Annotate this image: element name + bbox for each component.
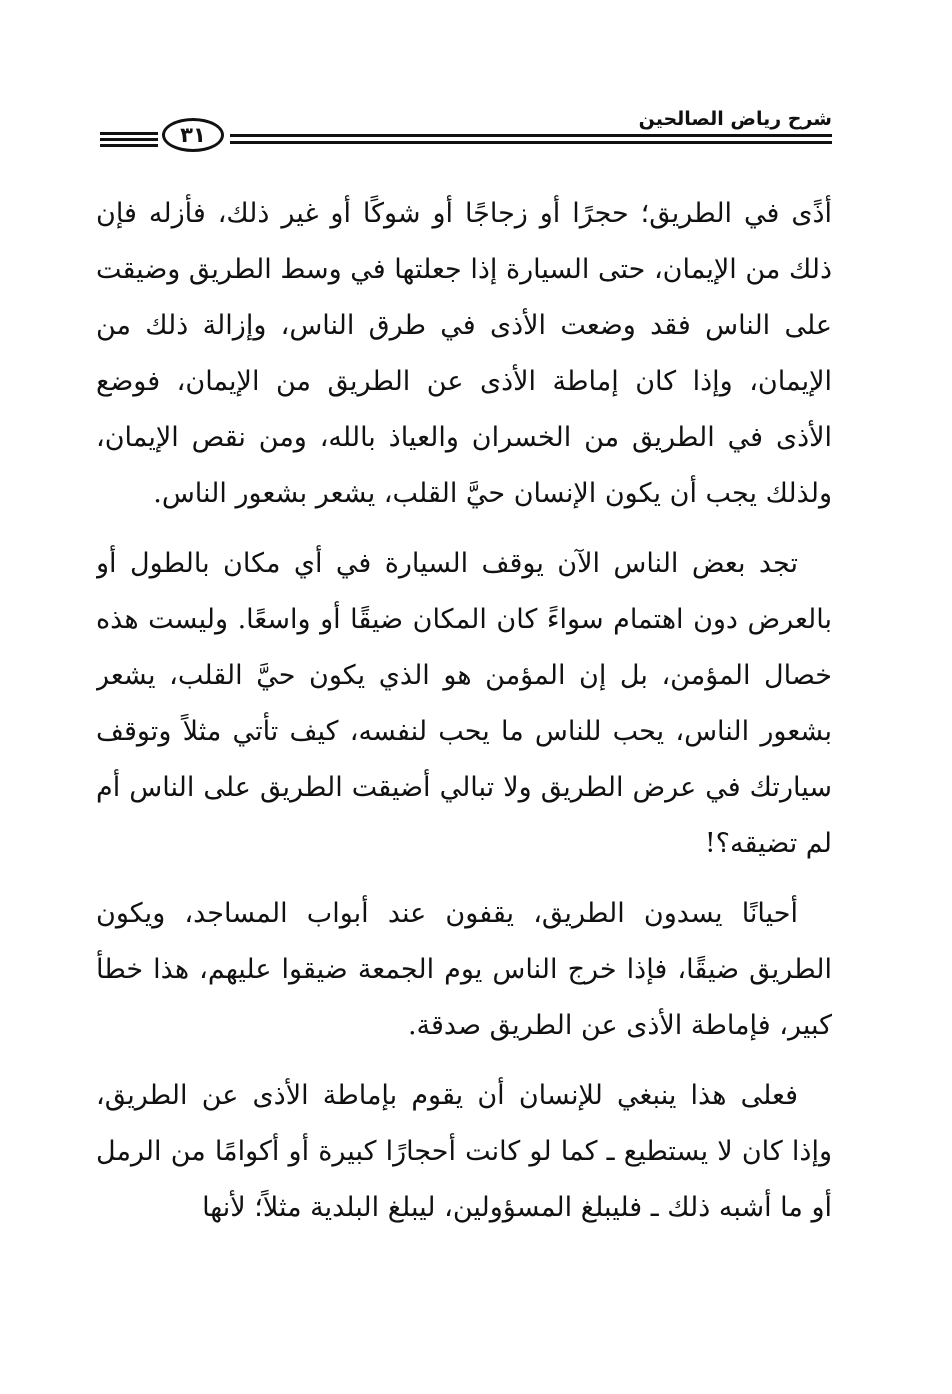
text-line: فعلى هذا ينبغي للإنسان أن يقوم بإماطة الأذى عن الطريق،	[96, 1080, 798, 1111]
book-title: شرح رياض الصالحين	[638, 108, 832, 130]
header-rule	[230, 134, 832, 137]
header-rule	[230, 141, 832, 144]
text-line: كبير، فإماطة الأذى عن الطريق صدقة.	[407, 1010, 832, 1041]
text-line: الطريق ضيقًا، فإذا خرج الناس يوم الجمعة ضيقوا عليهم، هذا خطأ	[96, 954, 832, 985]
text-line: سيارتك في عرض الطريق ولا تبالي أضيقت الطريق على الناس أم	[96, 772, 832, 803]
body-text	[96, 186, 832, 1250]
page-number: ٣١	[162, 118, 224, 152]
text-line: الأذى في الطريق من الخسران والعياذ بالله، ومن نقص الإيمان،	[96, 422, 832, 453]
paragraph	[96, 536, 832, 872]
header-rule	[100, 144, 158, 147]
text-line: ذلك من الإيمان، حتى السيارة إذا جعلتها في وسط الطريق وضيقت	[96, 254, 832, 285]
text-line: أذًى في الطريق؛ حجرًا أو زجاجًا أو شوكًا أو غير ذلك، فأزله فإن	[96, 198, 832, 229]
page-header	[96, 104, 832, 164]
paragraph	[96, 1068, 832, 1236]
paragraph	[96, 886, 832, 1054]
text-line: وإذا كان لا يستطيع ـ كما لو كانت أحجارًا كبيرة أو أكوامًا من الرمل	[96, 1136, 832, 1167]
text-line: تجد بعض الناس الآن يوقف السيارة في أي مكان بالطول أو	[96, 548, 798, 579]
paragraph	[96, 186, 832, 522]
header-rule	[100, 138, 158, 141]
text-line: ولذلك يجب أن يكون الإنسان حيَّ القلب، يشعر بشعور الناس.	[153, 478, 832, 509]
text-line: أحيانًا يسدون الطريق، يقفون عند أبواب المساجد، ويكون	[96, 898, 798, 929]
text-line: على الناس فقد وضعت الأذى في طرق الناس، وإزالة ذلك من	[96, 310, 832, 341]
text-line: أو ما أشبه ذلك ـ فليبلغ المسؤولين، ليبلغ البلدية مثلاً؛ لأنها	[202, 1192, 832, 1223]
text-line: لم تضيقه؟!	[704, 828, 832, 859]
header-rule	[100, 132, 158, 135]
text-line: خصال المؤمن، بل إن المؤمن هو الذي يكون حيَّ القلب، يشعر	[96, 660, 832, 691]
text-line: بشعور الناس، يحب للناس ما يحب لنفسه، كيف تأتي مثلاً وتوقف	[96, 716, 832, 747]
text-line: بالعرض دون اهتمام سواءً كان المكان ضيقًا أو واسعًا. وليست هذه	[96, 604, 832, 635]
text-line: الإيمان، وإذا كان إماطة الأذى عن الطريق من الإيمان، فوضع	[96, 366, 832, 397]
